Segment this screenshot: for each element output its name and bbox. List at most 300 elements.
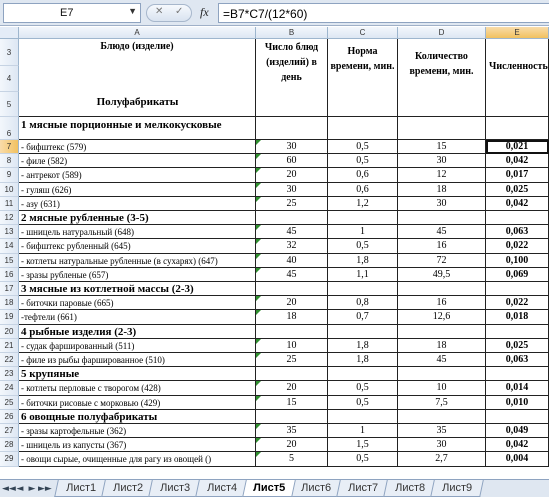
dish-name-cell[interactable] <box>19 452 256 466</box>
norm-cell-value: 0,6 <box>356 183 369 195</box>
dish-name-cell-value: - шницель из капусты (367) <box>21 440 127 451</box>
row-header-11[interactable]: 11 <box>0 197 19 211</box>
staff-cell-value: 0,022 <box>505 240 529 252</box>
norm-cell-value: 0,8 <box>356 297 369 309</box>
dish-name-cell[interactable] <box>19 168 256 182</box>
staff-cell[interactable] <box>486 268 549 282</box>
count-cell[interactable] <box>256 154 328 168</box>
staff-cell[interactable] <box>486 183 549 197</box>
row-header-16[interactable]: 16 <box>0 268 19 282</box>
cell-empty[interactable] <box>256 367 328 381</box>
cell-empty[interactable] <box>256 410 328 424</box>
norm-cell[interactable] <box>328 239 398 253</box>
row-header-4[interactable]: 4 <box>0 66 19 92</box>
row-header-18[interactable]: 18 <box>0 296 19 310</box>
insert-function-icon[interactable]: fx <box>200 5 209 19</box>
norm-cell[interactable] <box>328 225 398 239</box>
dish-name-cell[interactable] <box>19 154 256 168</box>
count-cell-value: 45 <box>286 226 297 238</box>
header-amount[interactable] <box>398 39 486 117</box>
count-cell-value: 10 <box>286 339 297 351</box>
sheet-tab-label: Лист9 <box>442 482 473 494</box>
header-count[interactable] <box>256 39 328 117</box>
norm-cell[interactable] <box>328 381 398 395</box>
name-box[interactable] <box>3 3 141 23</box>
enter-icon[interactable]: ✓ <box>175 6 184 17</box>
cell-empty[interactable] <box>398 211 486 225</box>
staff-cell[interactable] <box>486 225 549 239</box>
column-header-d[interactable]: D <box>398 27 486 39</box>
count-cell-value: 40 <box>286 254 297 266</box>
sheet-tab-лист3[interactable] <box>148 480 202 497</box>
amount-cell[interactable] <box>398 140 486 154</box>
cell-empty[interactable] <box>256 211 328 225</box>
error-indicator-icon <box>256 296 261 301</box>
norm-cell-value: 0,7 <box>356 311 369 323</box>
staff-cell-value: 0,010 <box>505 396 529 408</box>
error-indicator-icon <box>256 239 261 244</box>
staff-cell[interactable] <box>486 452 549 466</box>
amount-cell[interactable] <box>398 296 486 310</box>
cell-empty[interactable] <box>398 367 486 381</box>
amount-cell-value: 30 <box>436 197 447 209</box>
tab-scroll-prev-icon[interactable]: ◄ <box>16 484 24 494</box>
dish-name-cell[interactable] <box>19 268 256 282</box>
amount-cell[interactable] <box>398 438 486 452</box>
formula-bar <box>0 0 549 26</box>
row-header-5[interactable]: 5 <box>0 92 19 117</box>
count-cell-value: 18 <box>286 311 297 323</box>
row-header-10[interactable]: 10 <box>0 183 19 197</box>
count-cell[interactable] <box>256 254 328 268</box>
cell-empty[interactable] <box>486 282 549 296</box>
staff-cell[interactable] <box>486 396 549 410</box>
norm-cell-value: 0,5 <box>356 382 369 394</box>
sheet-tab-лист2[interactable] <box>101 480 155 497</box>
sheet-tab-label: Лист8 <box>395 482 426 494</box>
norm-cell[interactable] <box>328 268 398 282</box>
error-indicator-icon <box>256 452 261 457</box>
sheet-tab-лист5[interactable] <box>242 480 296 497</box>
amount-cell-value: 7,5 <box>435 396 448 408</box>
dish-name-cell[interactable] <box>19 339 256 353</box>
section-heading[interactable]: 2 мясные рубленные (3-5) <box>19 211 256 225</box>
name-box-value: E7 <box>60 7 74 19</box>
dish-name-cell[interactable] <box>19 239 256 253</box>
dish-name-cell-value: - овощи сырые, очищенные для рагу из овощей () <box>21 454 212 465</box>
cell-empty[interactable] <box>486 211 549 225</box>
amount-cell-value: 30 <box>436 155 447 167</box>
staff-cell[interactable] <box>486 438 549 452</box>
cell-empty[interactable] <box>486 367 549 381</box>
norm-cell-value: 1 <box>360 226 365 238</box>
staff-cell[interactable] <box>486 154 549 168</box>
dish-name-cell-value: - филе из рыбы фаршированное (510) <box>21 355 165 365</box>
staff-cell-value: 0,069 <box>505 268 529 280</box>
norm-cell[interactable] <box>328 353 398 367</box>
staff-cell-value: 0,042 <box>505 155 529 167</box>
section-heading[interactable]: 1 мясные порционные и мелкокусковые <box>19 117 256 140</box>
row-header-17[interactable]: 17 <box>0 282 19 296</box>
dish-name-cell-value: - котлеты натуральные рубленные (в сухарях) (647) <box>21 255 218 266</box>
dish-name-cell-value: - бифштекс (579) <box>21 142 87 152</box>
dish-name-cell-value: - гуляш (626) <box>21 184 72 195</box>
error-indicator-icon <box>256 140 261 145</box>
sheet-tab-label: Лист4 <box>207 482 238 494</box>
cancel-icon[interactable]: ✕ <box>155 6 164 17</box>
staff-cell[interactable] <box>486 353 549 367</box>
formula-input[interactable]: =B7*C7/(12*60) <box>218 3 549 23</box>
staff-cell[interactable] <box>486 381 549 395</box>
norm-cell-value: 1,8 <box>356 339 369 351</box>
amount-cell[interactable] <box>398 154 486 168</box>
row-header-29[interactable]: 29 <box>0 452 19 466</box>
dish-name-cell-value: - биточки рисовые с морковью (429) <box>21 397 161 408</box>
amount-cell-value: 45 <box>436 226 447 238</box>
row-header-25[interactable]: 25 <box>0 396 19 410</box>
error-indicator-icon <box>256 353 261 358</box>
column-header-e[interactable]: E <box>486 27 549 39</box>
count-cell-value: 60 <box>286 155 297 167</box>
cell-empty[interactable] <box>256 325 328 339</box>
staff-cell-value: 0,014 <box>505 382 529 394</box>
staff-cell[interactable] <box>486 239 549 253</box>
norm-cell[interactable] <box>328 197 398 211</box>
dish-name-cell-value: - биточки паровые (665) <box>21 298 114 309</box>
norm-cell[interactable] <box>328 424 398 438</box>
count-cell-value: 25 <box>286 197 297 209</box>
dish-name-cell[interactable] <box>19 183 256 197</box>
row-header-20[interactable]: 20 <box>0 325 19 339</box>
amount-cell[interactable] <box>398 268 486 282</box>
dish-name-cell[interactable] <box>19 225 256 239</box>
column-header-c[interactable]: C <box>328 27 398 39</box>
header-count-label: Число блюд (изделий) в день <box>264 42 319 83</box>
dish-name-cell[interactable] <box>19 438 256 452</box>
amount-cell[interactable] <box>398 396 486 410</box>
count-cell[interactable] <box>256 225 328 239</box>
staff-cell-value: 0,025 <box>505 183 529 195</box>
norm-cell-value: 0,6 <box>356 169 369 181</box>
count-cell-value: 25 <box>286 354 297 365</box>
amount-cell[interactable] <box>398 381 486 395</box>
count-cell-value: 20 <box>286 382 297 394</box>
row-header-12[interactable]: 12 <box>0 211 19 225</box>
count-cell-value: 15 <box>286 396 297 408</box>
row-header-26[interactable]: 26 <box>0 410 19 424</box>
staff-cell-value: 0,100 <box>505 254 529 266</box>
count-cell-value: 30 <box>286 183 297 195</box>
amount-cell-value: 12,6 <box>432 311 451 323</box>
header-amount-label: Количество времени, мин. <box>409 51 474 77</box>
error-indicator-icon <box>256 438 261 443</box>
dish-name-cell[interactable] <box>19 296 256 310</box>
amount-cell[interactable] <box>398 310 486 324</box>
cell-empty[interactable] <box>328 211 398 225</box>
amount-cell[interactable] <box>398 197 486 211</box>
norm-cell[interactable] <box>328 310 398 324</box>
amount-cell-value: 16 <box>436 297 447 309</box>
row-header-8[interactable]: 8 <box>0 154 19 168</box>
count-cell[interactable] <box>256 381 328 395</box>
column-header-a[interactable]: A <box>19 27 256 39</box>
norm-cell[interactable] <box>328 296 398 310</box>
sheet-tab-лист8[interactable] <box>383 480 437 497</box>
dish-name-cell-value: - антрекот (589) <box>21 170 82 181</box>
header-dish-label: Блюдо (изделие) <box>100 41 174 52</box>
norm-cell[interactable] <box>328 396 398 410</box>
section-heading[interactable]: 5 крупяные <box>19 367 256 381</box>
count-cell[interactable] <box>256 268 328 282</box>
dish-name-cell[interactable] <box>19 396 256 410</box>
staff-cell-value: 0,022 <box>505 297 529 309</box>
count-cell-value: 30 <box>286 141 297 152</box>
count-cell[interactable] <box>256 339 328 353</box>
amount-cell[interactable] <box>398 353 486 367</box>
amount-cell-value: 18 <box>436 183 447 195</box>
amount-cell-value: 12 <box>436 169 447 181</box>
norm-cell-value: 1,8 <box>356 354 369 365</box>
column-header-b[interactable]: B <box>256 27 328 39</box>
amount-cell[interactable] <box>398 183 486 197</box>
section-heading[interactable]: 4 рыбные изделия (2-3) <box>19 325 256 339</box>
cell-empty[interactable] <box>256 117 328 140</box>
dish-name-cell-value: - зразы рубленые (657) <box>21 269 109 280</box>
section-heading[interactable]: 6 овощные полуфабрикаты <box>19 410 256 424</box>
dish-name-cell[interactable] <box>19 353 256 367</box>
cell-empty[interactable] <box>256 282 328 296</box>
row-header-15[interactable]: 15 <box>0 254 19 268</box>
staff-cell-value: 0,018 <box>505 311 529 323</box>
error-indicator-icon <box>256 310 261 315</box>
cell-empty[interactable] <box>398 325 486 339</box>
header-staff[interactable] <box>486 39 549 117</box>
norm-cell[interactable] <box>328 452 398 466</box>
error-indicator-icon <box>256 268 261 273</box>
sheet-tab-label: Лист5 <box>253 482 286 494</box>
error-indicator-icon <box>256 254 261 259</box>
chevron-down-icon[interactable]: ▼ <box>128 6 137 16</box>
amount-cell-value: 15 <box>436 141 447 152</box>
norm-cell-value: 0,5 <box>356 155 369 167</box>
row-header-14[interactable]: 14 <box>0 239 19 253</box>
amount-cell-value: 16 <box>436 240 447 252</box>
row-header-27[interactable]: 27 <box>0 424 19 438</box>
norm-cell[interactable] <box>328 168 398 182</box>
cell-empty[interactable] <box>328 117 398 140</box>
error-indicator-icon <box>256 424 261 429</box>
staff-cell[interactable] <box>486 424 549 438</box>
staff-cell-value: 0,021 <box>505 141 529 152</box>
row-header-23[interactable]: 23 <box>0 367 19 381</box>
dish-name-cell[interactable] <box>19 381 256 395</box>
count-cell[interactable] <box>256 353 328 367</box>
error-indicator-icon <box>256 168 261 173</box>
staff-cell-value: 0,025 <box>505 339 529 351</box>
norm-cell[interactable] <box>328 438 398 452</box>
amount-cell-value: 45 <box>436 354 447 365</box>
staff-cell-value: 0,017 <box>505 169 529 181</box>
sheet-tab-лист1[interactable] <box>54 480 108 497</box>
norm-cell[interactable] <box>328 183 398 197</box>
norm-cell-value: 1,2 <box>356 197 369 209</box>
error-indicator-icon <box>256 396 261 401</box>
amount-cell[interactable] <box>398 225 486 239</box>
norm-cell-value: 0,5 <box>356 453 369 465</box>
count-cell[interactable] <box>256 438 328 452</box>
sheet-tab-label: Лист7 <box>348 482 379 494</box>
count-cell[interactable] <box>256 239 328 253</box>
row-header-7[interactable]: 7 <box>0 140 19 154</box>
norm-cell-value: 1,1 <box>356 268 369 280</box>
amount-cell-value: 35 <box>436 425 447 436</box>
amount-cell[interactable] <box>398 424 486 438</box>
staff-cell[interactable] <box>486 197 549 211</box>
count-cell[interactable] <box>256 396 328 410</box>
dish-name-cell[interactable] <box>19 424 256 438</box>
row-header-9[interactable]: 9 <box>0 168 19 182</box>
formula-controls[interactable] <box>146 4 192 22</box>
error-indicator-icon <box>256 183 261 188</box>
sheet-tab-лист9[interactable] <box>430 480 484 497</box>
staff-cell[interactable] <box>486 339 549 353</box>
dish-name-cell-value: - филе (582) <box>21 156 68 167</box>
amount-cell-value: 18 <box>436 339 447 351</box>
tab-scroll-last-icon[interactable]: ►► <box>38 484 52 494</box>
header-norm[interactable] <box>328 39 398 117</box>
cell-empty[interactable] <box>328 282 398 296</box>
amount-cell[interactable] <box>398 254 486 268</box>
dish-name-cell[interactable] <box>19 254 256 268</box>
staff-cell[interactable] <box>486 168 549 182</box>
staff-cell-value: 0,063 <box>505 226 529 238</box>
staff-cell-value: 0,049 <box>505 425 529 436</box>
cell-empty[interactable] <box>398 282 486 296</box>
count-cell-value: 45 <box>286 268 297 280</box>
amount-cell[interactable] <box>398 239 486 253</box>
row-header-3[interactable]: 3 <box>0 39 19 66</box>
header-staff-label: Численность <box>489 61 548 72</box>
dish-name-cell-value: - шницель натуральный (648) <box>21 227 134 238</box>
count-cell[interactable] <box>256 168 328 182</box>
staff-cell-value: 0,063 <box>505 354 529 365</box>
count-cell[interactable] <box>256 310 328 324</box>
row-header-19[interactable]: 19 <box>0 310 19 324</box>
count-cell[interactable] <box>256 452 328 466</box>
count-cell-value: 20 <box>286 169 297 181</box>
count-cell-value: 35 <box>286 425 297 436</box>
staff-cell[interactable] <box>486 254 549 268</box>
cell-empty[interactable] <box>328 367 398 381</box>
amount-cell-value: 30 <box>436 439 447 451</box>
norm-cell-value: 1,5 <box>356 439 369 451</box>
row-header-28[interactable]: 28 <box>0 438 19 452</box>
sheet-tab-лист7[interactable] <box>336 480 390 497</box>
norm-cell[interactable] <box>328 154 398 168</box>
cell-empty[interactable] <box>486 117 549 140</box>
cell-empty[interactable] <box>328 325 398 339</box>
count-cell-value: 32 <box>286 240 297 252</box>
norm-cell-value: 1 <box>360 425 365 436</box>
row-header-24[interactable]: 24 <box>0 381 19 395</box>
amount-cell-value: 2,7 <box>435 453 448 465</box>
sheet-tab-лист6[interactable] <box>289 480 343 497</box>
amount-cell[interactable] <box>398 452 486 466</box>
cell-empty[interactable] <box>486 325 549 339</box>
row-header-6[interactable]: 6 <box>0 117 19 140</box>
count-cell-value: 20 <box>286 439 297 451</box>
amount-cell-value: 72 <box>436 254 447 266</box>
norm-cell[interactable] <box>328 339 398 353</box>
count-cell[interactable] <box>256 296 328 310</box>
staff-cell[interactable] <box>486 140 549 154</box>
dish-name-cell[interactable] <box>19 310 256 324</box>
cell-empty[interactable] <box>328 410 398 424</box>
error-indicator-icon <box>256 339 261 344</box>
dish-name-cell-value: - котлеты перловые с творогом (428) <box>21 383 161 394</box>
cell-empty[interactable] <box>398 117 486 140</box>
tab-scroll-next-icon[interactable]: ► <box>28 484 36 494</box>
staff-cell[interactable] <box>486 310 549 324</box>
count-cell-value: 20 <box>286 297 297 309</box>
amount-cell[interactable] <box>398 339 486 353</box>
sheet-tab-label: Лист1 <box>66 482 97 494</box>
sheet-tab-label: Лист2 <box>113 482 144 494</box>
dish-name-cell-value: - судак фаршированный (511) <box>21 340 135 351</box>
amount-cell[interactable] <box>398 168 486 182</box>
semi-finished-label: Полуфабрикаты <box>96 96 179 108</box>
norm-cell[interactable] <box>328 254 398 268</box>
header-norm-label: Норма времени, мин. <box>330 46 395 72</box>
dish-name-cell-value: -тефтели (661) <box>21 312 77 323</box>
dish-name-cell-value: - бифштекс рубленный (645) <box>21 241 131 252</box>
staff-cell-value: 0,004 <box>505 453 529 465</box>
staff-cell[interactable] <box>486 296 549 310</box>
sheet-tab-label: Лист3 <box>160 482 191 494</box>
error-indicator-icon <box>256 381 261 386</box>
error-indicator-icon <box>256 197 261 202</box>
amount-cell-value: 10 <box>436 382 447 394</box>
norm-cell-value: 0,5 <box>356 396 369 408</box>
dish-name-cell[interactable] <box>19 140 256 154</box>
norm-cell-value: 1,8 <box>356 254 369 266</box>
sheet-tab-bar <box>0 479 549 497</box>
count-cell[interactable] <box>256 197 328 211</box>
row-header-13[interactable]: 13 <box>0 225 19 239</box>
row-header-22[interactable]: 22 <box>0 353 19 367</box>
sheet-tab-лист4[interactable] <box>195 480 249 497</box>
count-cell[interactable] <box>256 183 328 197</box>
dish-name-cell-value: - азу (631) <box>21 198 60 209</box>
count-cell-value: 5 <box>289 453 294 465</box>
count-cell[interactable] <box>256 424 328 438</box>
tab-scroll-first-icon[interactable]: ◄◄ <box>2 484 16 494</box>
section-heading[interactable]: 3 мясные из котлетной массы (2-3) <box>19 282 256 296</box>
norm-cell-value: 0,5 <box>356 240 369 252</box>
norm-cell[interactable] <box>328 140 398 154</box>
amount-cell-value: 49,5 <box>432 268 451 280</box>
cell-empty[interactable] <box>398 410 486 424</box>
error-indicator-icon <box>256 225 261 230</box>
row-header-21[interactable]: 21 <box>0 339 19 353</box>
error-indicator-icon <box>256 154 261 159</box>
count-cell[interactable] <box>256 140 328 154</box>
dish-name-cell[interactable] <box>19 197 256 211</box>
select-all-corner[interactable] <box>0 27 19 39</box>
norm-cell-value: 0,5 <box>356 141 369 152</box>
cell-empty[interactable] <box>486 410 549 424</box>
sheet-tab-label: Лист6 <box>301 482 332 494</box>
